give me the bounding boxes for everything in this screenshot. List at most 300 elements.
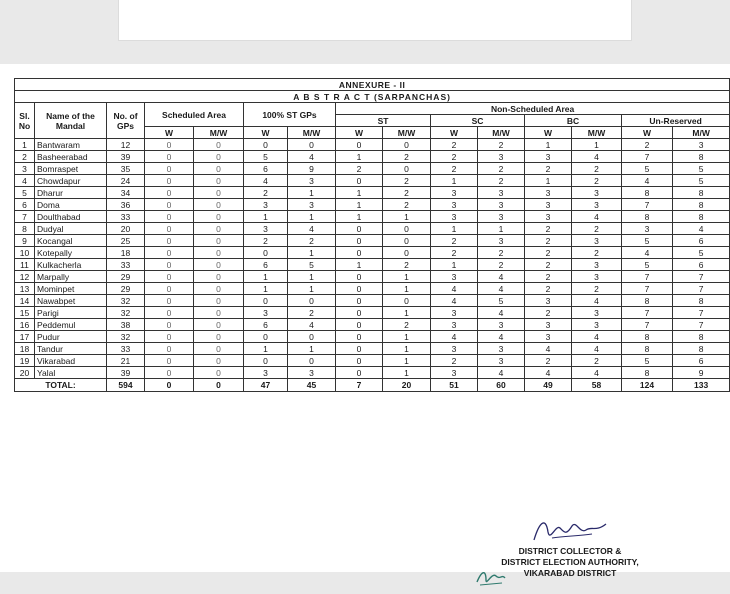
value-cell: 3 [288, 367, 336, 379]
value-cell: 3 [244, 223, 288, 235]
total-cell: 51 [431, 379, 478, 392]
value-cell: 2 [622, 139, 673, 151]
value-cell: 3 [478, 355, 525, 367]
value-cell: 2 [572, 355, 622, 367]
col-w: W [622, 127, 673, 139]
table-row [15, 187, 730, 199]
value-cell: 3 [572, 259, 622, 271]
value-cell: 4 [572, 343, 622, 355]
value-cell: 1 [383, 355, 431, 367]
value-cell: 3 [431, 367, 478, 379]
value-cell: 2 [383, 199, 431, 211]
table-row [15, 235, 730, 247]
value-cell: 3 [478, 211, 525, 223]
value-cell: 2 [525, 283, 572, 295]
value-cell: 1 [336, 199, 383, 211]
value-cell: 3 [478, 151, 525, 163]
mandal-name-cell: Vikarabad [35, 355, 107, 367]
total-cell: 0 [194, 379, 244, 392]
signatory-line-3: VIKARABAD DISTRICT [523, 568, 617, 578]
value-cell: 2 [288, 307, 336, 319]
sl-no-cell: 14 [15, 295, 35, 307]
value-cell: 2 [525, 235, 572, 247]
mandal-name-cell: Basheerabad [35, 151, 107, 163]
value-cell: 0 [194, 187, 244, 199]
value-cell: 0 [336, 319, 383, 331]
value-cell: 5 [622, 235, 673, 247]
sl-no-cell: 5 [15, 187, 35, 199]
value-cell: 0 [194, 175, 244, 187]
value-cell: 0 [383, 163, 431, 175]
value-cell: 0 [336, 247, 383, 259]
value-cell: 0 [145, 199, 194, 211]
value-cell: 3 [288, 199, 336, 211]
value-cell: 1 [431, 223, 478, 235]
col-unreserved: Un-Reserved [622, 115, 730, 127]
col-mandal: Name of the Mandal [35, 103, 107, 139]
table-row [15, 259, 730, 271]
value-cell: 7 [622, 319, 673, 331]
mandal-name-cell: Bantwaram [35, 139, 107, 151]
col-mw: M/W [288, 127, 336, 139]
col-w: W [525, 127, 572, 139]
value-cell: 38 [107, 319, 145, 331]
col-sl-no: Sl. No [15, 103, 35, 139]
value-cell: 33 [107, 343, 145, 355]
value-cell: 0 [336, 175, 383, 187]
value-cell: 1 [383, 283, 431, 295]
value-cell: 1 [525, 175, 572, 187]
value-cell: 2 [383, 151, 431, 163]
value-cell: 33 [107, 259, 145, 271]
value-cell: 7 [622, 283, 673, 295]
value-cell: 3 [478, 199, 525, 211]
mandal-name-cell: Marpally [35, 271, 107, 283]
sl-no-cell: 8 [15, 223, 35, 235]
value-cell: 1 [244, 283, 288, 295]
col-scheduled-area: Scheduled Area [145, 103, 244, 127]
value-cell: 0 [288, 295, 336, 307]
value-cell: 8 [622, 343, 673, 355]
table-row [15, 355, 730, 367]
table-row [15, 307, 730, 319]
value-cell: 0 [145, 283, 194, 295]
value-cell: 0 [194, 367, 244, 379]
value-cell: 8 [673, 331, 730, 343]
value-cell: 2 [383, 187, 431, 199]
total-cell: 45 [288, 379, 336, 392]
value-cell: 24 [107, 175, 145, 187]
value-cell: 0 [194, 163, 244, 175]
value-cell: 0 [194, 211, 244, 223]
mandal-name-cell: Kulkacherla [35, 259, 107, 271]
value-cell: 3 [525, 331, 572, 343]
table-row [15, 247, 730, 259]
value-cell: 4 [673, 223, 730, 235]
value-cell: 6 [673, 355, 730, 367]
signatory-line-1: DISTRICT COLLECTOR & [518, 546, 622, 556]
value-cell: 6 [673, 259, 730, 271]
value-cell: 7 [673, 307, 730, 319]
col-mw: M/W [194, 127, 244, 139]
value-cell: 1 [383, 343, 431, 355]
value-cell: 3 [431, 187, 478, 199]
value-cell: 7 [673, 283, 730, 295]
value-cell: 5 [622, 355, 673, 367]
mandal-name-cell: Kocangal [35, 235, 107, 247]
value-cell: 2 [431, 355, 478, 367]
sl-no-cell: 7 [15, 211, 35, 223]
value-cell: 1 [431, 259, 478, 271]
value-cell: 12 [107, 139, 145, 151]
value-cell: 4 [431, 331, 478, 343]
value-cell: 9 [673, 367, 730, 379]
value-cell: 4 [478, 367, 525, 379]
table-row [15, 295, 730, 307]
value-cell: 0 [194, 235, 244, 247]
table-row [15, 331, 730, 343]
sl-no-cell: 4 [15, 175, 35, 187]
value-cell: 0 [145, 355, 194, 367]
mandal-name-cell: Parigi [35, 307, 107, 319]
value-cell: 3 [288, 175, 336, 187]
mandal-name-cell: Bomraspet [35, 163, 107, 175]
value-cell: 0 [145, 187, 194, 199]
value-cell: 7 [673, 271, 730, 283]
signature-icon [530, 514, 610, 548]
mandal-name-cell: Nawabpet [35, 295, 107, 307]
value-cell: 1 [383, 367, 431, 379]
value-cell: 0 [336, 367, 383, 379]
value-cell: 3 [525, 187, 572, 199]
sl-no-cell: 18 [15, 343, 35, 355]
value-cell: 7 [622, 271, 673, 283]
table-row [15, 175, 730, 187]
value-cell: 3 [431, 271, 478, 283]
value-cell: 8 [673, 199, 730, 211]
value-cell: 5 [673, 247, 730, 259]
value-cell: 2 [572, 163, 622, 175]
value-cell: 1 [244, 343, 288, 355]
value-cell: 5 [288, 259, 336, 271]
value-cell: 8 [673, 295, 730, 307]
value-cell: 0 [145, 151, 194, 163]
mandal-name-cell: Yalal [35, 367, 107, 379]
value-cell: 0 [244, 295, 288, 307]
value-cell: 2 [431, 235, 478, 247]
value-cell: 1 [244, 271, 288, 283]
sl-no-cell: 11 [15, 259, 35, 271]
value-cell: 4 [288, 319, 336, 331]
mandal-name-cell: Chowdapur [35, 175, 107, 187]
value-cell: 0 [194, 355, 244, 367]
col-w: W [431, 127, 478, 139]
value-cell: 3 [525, 295, 572, 307]
value-cell: 0 [336, 331, 383, 343]
value-cell: 1 [336, 187, 383, 199]
value-cell: 0 [336, 235, 383, 247]
total-cell: 58 [572, 379, 622, 392]
value-cell: 4 [478, 331, 525, 343]
sl-no-cell: 3 [15, 163, 35, 175]
value-cell: 0 [194, 259, 244, 271]
value-cell: 4 [572, 151, 622, 163]
value-cell: 3 [525, 211, 572, 223]
initials-stamp-icon [474, 566, 508, 588]
table-row [15, 271, 730, 283]
table-row [15, 283, 730, 295]
value-cell: 0 [336, 223, 383, 235]
col-w: W [244, 127, 288, 139]
total-cell: 60 [478, 379, 525, 392]
value-cell: 4 [525, 367, 572, 379]
table-row [15, 343, 730, 355]
value-cell: 2 [244, 187, 288, 199]
value-cell: 5 [673, 175, 730, 187]
total-row [15, 379, 730, 392]
value-cell: 4 [572, 295, 622, 307]
mandal-name-cell: Pudur [35, 331, 107, 343]
value-cell: 4 [622, 247, 673, 259]
sl-no-cell: 13 [15, 283, 35, 295]
mandal-name-cell: Dharur [35, 187, 107, 199]
sl-no-cell: 6 [15, 199, 35, 211]
value-cell: 3 [431, 307, 478, 319]
value-cell: 2 [525, 259, 572, 271]
abstract-table [14, 78, 730, 392]
value-cell: 2 [525, 163, 572, 175]
mandal-name-cell: Tandur [35, 343, 107, 355]
value-cell: 4 [288, 223, 336, 235]
value-cell: 1 [383, 331, 431, 343]
value-cell: 2 [431, 139, 478, 151]
value-cell: 3 [244, 307, 288, 319]
value-cell: 2 [525, 223, 572, 235]
value-cell: 35 [107, 163, 145, 175]
value-cell: 2 [244, 235, 288, 247]
value-cell: 5 [478, 295, 525, 307]
value-cell: 2 [336, 163, 383, 175]
value-cell: 1 [478, 223, 525, 235]
value-cell: 0 [145, 211, 194, 223]
value-cell: 21 [107, 355, 145, 367]
value-cell: 0 [244, 331, 288, 343]
sl-no-cell: 1 [15, 139, 35, 151]
total-cell: 20 [383, 379, 431, 392]
col-non-scheduled-area: Non-Scheduled Area [336, 103, 730, 115]
col-mw: M/W [383, 127, 431, 139]
value-cell: 5 [673, 163, 730, 175]
value-cell: 0 [194, 343, 244, 355]
value-cell: 8 [622, 211, 673, 223]
table-row [15, 163, 730, 175]
abstract-title: A B S T R A C T (SARPANCHAS) [15, 91, 730, 103]
mandal-name-cell: Dudyal [35, 223, 107, 235]
value-cell: 2 [383, 175, 431, 187]
value-cell: 2 [478, 247, 525, 259]
col-w: W [336, 127, 383, 139]
document-page [0, 64, 730, 578]
total-label: TOTAL: [15, 379, 107, 392]
value-cell: 0 [145, 367, 194, 379]
value-cell: 8 [622, 187, 673, 199]
value-cell: 4 [622, 175, 673, 187]
signatory-line-2: DISTRICT ELECTION AUTHORITY, [501, 557, 639, 567]
value-cell: 0 [194, 331, 244, 343]
value-cell: 29 [107, 271, 145, 283]
value-cell: 4 [572, 367, 622, 379]
value-cell: 4 [431, 295, 478, 307]
value-cell: 0 [145, 295, 194, 307]
value-cell: 8 [673, 151, 730, 163]
sl-no-cell: 15 [15, 307, 35, 319]
value-cell: 29 [107, 283, 145, 295]
col-mw: M/W [572, 127, 622, 139]
value-cell: 4 [288, 151, 336, 163]
value-cell: 0 [145, 235, 194, 247]
value-cell: 0 [194, 223, 244, 235]
col-sc: SC [431, 115, 525, 127]
value-cell: 3 [622, 223, 673, 235]
value-cell: 0 [194, 199, 244, 211]
value-cell: 2 [525, 247, 572, 259]
sl-no-cell: 19 [15, 355, 35, 367]
value-cell: 2 [431, 163, 478, 175]
mandal-name-cell: Mominpet [35, 283, 107, 295]
value-cell: 32 [107, 331, 145, 343]
value-cell: 3 [572, 235, 622, 247]
value-cell: 4 [431, 283, 478, 295]
col-w: W [145, 127, 194, 139]
value-cell: 1 [244, 211, 288, 223]
sl-no-cell: 10 [15, 247, 35, 259]
value-cell: 3 [431, 199, 478, 211]
value-cell: 4 [572, 331, 622, 343]
value-cell: 4 [244, 175, 288, 187]
value-cell: 2 [525, 271, 572, 283]
sl-no-cell: 16 [15, 319, 35, 331]
sl-no-cell: 9 [15, 235, 35, 247]
value-cell: 2 [572, 247, 622, 259]
value-cell: 1 [525, 139, 572, 151]
value-cell: 0 [145, 343, 194, 355]
value-cell: 2 [383, 319, 431, 331]
value-cell: 2 [431, 247, 478, 259]
total-cell: 7 [336, 379, 383, 392]
value-cell: 0 [244, 355, 288, 367]
value-cell: 3 [572, 187, 622, 199]
value-cell: 5 [622, 259, 673, 271]
value-cell: 3 [478, 343, 525, 355]
col-st-gps: 100% ST GPs [244, 103, 336, 127]
value-cell: 2 [572, 175, 622, 187]
value-cell: 18 [107, 247, 145, 259]
total-cell: 47 [244, 379, 288, 392]
value-cell: 0 [288, 355, 336, 367]
value-cell: 1 [383, 211, 431, 223]
value-cell: 4 [572, 211, 622, 223]
value-cell: 7 [622, 199, 673, 211]
value-cell: 8 [622, 367, 673, 379]
value-cell: 0 [383, 235, 431, 247]
value-cell: 0 [336, 307, 383, 319]
value-cell: 20 [107, 223, 145, 235]
value-cell: 2 [431, 151, 478, 163]
value-cell: 7 [622, 151, 673, 163]
value-cell: 39 [107, 151, 145, 163]
value-cell: 0 [194, 271, 244, 283]
value-cell: 0 [383, 247, 431, 259]
total-cell: 0 [145, 379, 194, 392]
value-cell: 3 [478, 187, 525, 199]
value-cell: 0 [145, 175, 194, 187]
value-cell: 3 [572, 307, 622, 319]
value-cell: 1 [288, 211, 336, 223]
value-cell: 4 [525, 343, 572, 355]
table-row [15, 319, 730, 331]
sl-no-cell: 20 [15, 367, 35, 379]
value-cell: 8 [673, 187, 730, 199]
value-cell: 0 [194, 247, 244, 259]
table-row [15, 367, 730, 379]
value-cell: 8 [673, 211, 730, 223]
value-cell: 0 [145, 331, 194, 343]
value-cell: 9 [288, 163, 336, 175]
col-no-of-gps: No. of GPs [107, 103, 145, 139]
value-cell: 0 [145, 259, 194, 271]
value-cell: 6 [244, 259, 288, 271]
value-cell: 8 [622, 295, 673, 307]
value-cell: 0 [383, 295, 431, 307]
value-cell: 4 [478, 283, 525, 295]
value-cell: 3 [525, 151, 572, 163]
total-cell: 594 [107, 379, 145, 392]
value-cell: 3 [431, 343, 478, 355]
value-cell: 3 [478, 235, 525, 247]
table-row [15, 199, 730, 211]
value-cell: 33 [107, 211, 145, 223]
value-cell: 1 [288, 343, 336, 355]
value-cell: 2 [383, 259, 431, 271]
mandal-name-cell: Kotepally [35, 247, 107, 259]
value-cell: 2 [288, 235, 336, 247]
value-cell: 25 [107, 235, 145, 247]
table-row [15, 139, 730, 151]
value-cell: 6 [673, 235, 730, 247]
value-cell: 0 [194, 307, 244, 319]
value-cell: 0 [336, 295, 383, 307]
value-cell: 0 [194, 151, 244, 163]
col-st: ST [336, 115, 431, 127]
sl-no-cell: 2 [15, 151, 35, 163]
value-cell: 1 [431, 175, 478, 187]
table-row [15, 223, 730, 235]
value-cell: 1 [288, 283, 336, 295]
table-body [15, 139, 730, 379]
value-cell: 8 [673, 343, 730, 355]
value-cell: 1 [336, 151, 383, 163]
value-cell: 3 [572, 271, 622, 283]
col-mw: M/W [478, 127, 525, 139]
value-cell: 2 [572, 283, 622, 295]
value-cell: 4 [478, 307, 525, 319]
value-cell: 0 [288, 331, 336, 343]
value-cell: 0 [145, 247, 194, 259]
value-cell: 3 [244, 367, 288, 379]
value-cell: 32 [107, 295, 145, 307]
annexure-title: ANNEXURE - II [15, 79, 730, 91]
value-cell: 34 [107, 187, 145, 199]
